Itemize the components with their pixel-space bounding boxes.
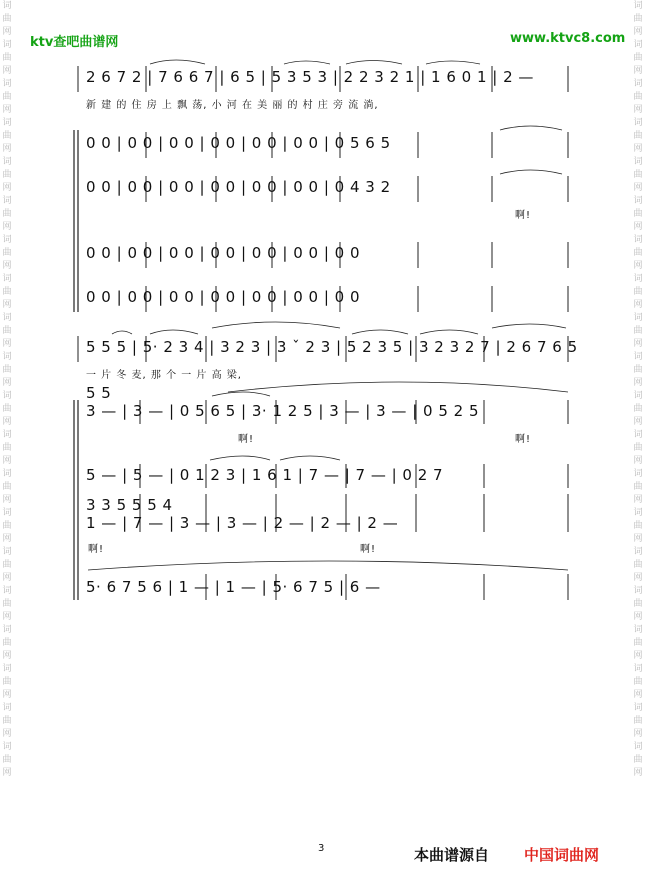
source-brand-link[interactable]: 中国词曲网 <box>524 846 600 864</box>
system1-part4: 0 0 | 0 0 | 0 0 | 0 0 | 0 0 | 0 0 | 0 0 <box>86 244 361 262</box>
system2-part2: 3 — | 3 — | 0 5 6 5 | 3· 1 2 5 | 3 — | 3 — | 0 5 2 5 <box>86 402 479 420</box>
site-name-link[interactable]: ktv查吧曲谱网 <box>30 35 119 50</box>
system1-melody: 2 6 7 2 | 7 6 6 7 | 6 5 | 5 3 5 3 | 2 2 3 2 1 | 1 6 0 1 | 2 — <box>86 68 534 86</box>
system1-lyrics: 新 建 的 住 房 上 飘 荡, 小 河 在 美 丽 的 村 庄 旁 流 淌, <box>86 100 379 111</box>
system2-part4-lyric-b: 啊! <box>360 544 377 555</box>
system2-part4: 1 — | 7 — | 3 — | 3 — | 2 — | 2 — | 2 — <box>86 514 399 532</box>
page-number: 3 <box>318 843 325 854</box>
system1-part3-lyric: 啊! <box>515 210 532 221</box>
system1-part5: 0 0 | 0 0 | 0 0 | 0 0 | 0 0 | 0 0 | 0 0 <box>86 288 361 306</box>
system2-part2-upper: 5 5 <box>86 384 112 402</box>
source-label: 本曲谱源自 <box>414 846 490 864</box>
system2-part4-lyric-a: 啊! <box>88 544 105 555</box>
site-url-link[interactable]: www.ktvc8.com <box>510 31 626 46</box>
system2-lyrics: 一 片 冬 麦, 那 个 一 片 高 梁, <box>86 370 242 381</box>
system2-part2-lyric-b: 啊! <box>515 434 532 445</box>
system1-part3: 0 0 | 0 0 | 0 0 | 0 0 | 0 0 | 0 0 | 0 4 3 2 <box>86 178 391 196</box>
system2-part5: 5· 6 7 5 6 | 1 — | 1 — | 5· 6 7 5 | 6 — <box>86 578 381 596</box>
system2-part4-upper: 3 3 5 5 5 4 <box>86 496 173 514</box>
watermark-left: 词曲网词曲网词曲网词曲网词曲网词曲网词曲网词曲网词曲网词曲网词曲网词曲网词曲网词曲网词曲网词曲网词曲网词曲网词曲网词曲网 <box>2 1 12 778</box>
system2-melody: 5 5 5 | 5· 2 3 4 | 3 2 3 | 3 ˇ 2 3 | 5 2 3 5 | 3 2 3 2 7 | 2 6 7 6 5 <box>86 338 578 356</box>
system1-part2: 0 0 | 0 0 | 0 0 | 0 0 | 0 0 | 0 0 | 0 5 6 5 <box>86 134 391 152</box>
system2-part2-lyric-a: 啊! <box>238 434 255 445</box>
watermark-right: 词曲网词曲网词曲网词曲网词曲网词曲网词曲网词曲网词曲网词曲网词曲网词曲网词曲网词曲网词曲网词曲网词曲网词曲网词曲网词曲网 <box>633 1 643 778</box>
system2-part3: 5 — | 5 — | 0 1 2 3 | 1 6 1 | 7 — | 7 — | 0 2 7 <box>86 466 444 484</box>
